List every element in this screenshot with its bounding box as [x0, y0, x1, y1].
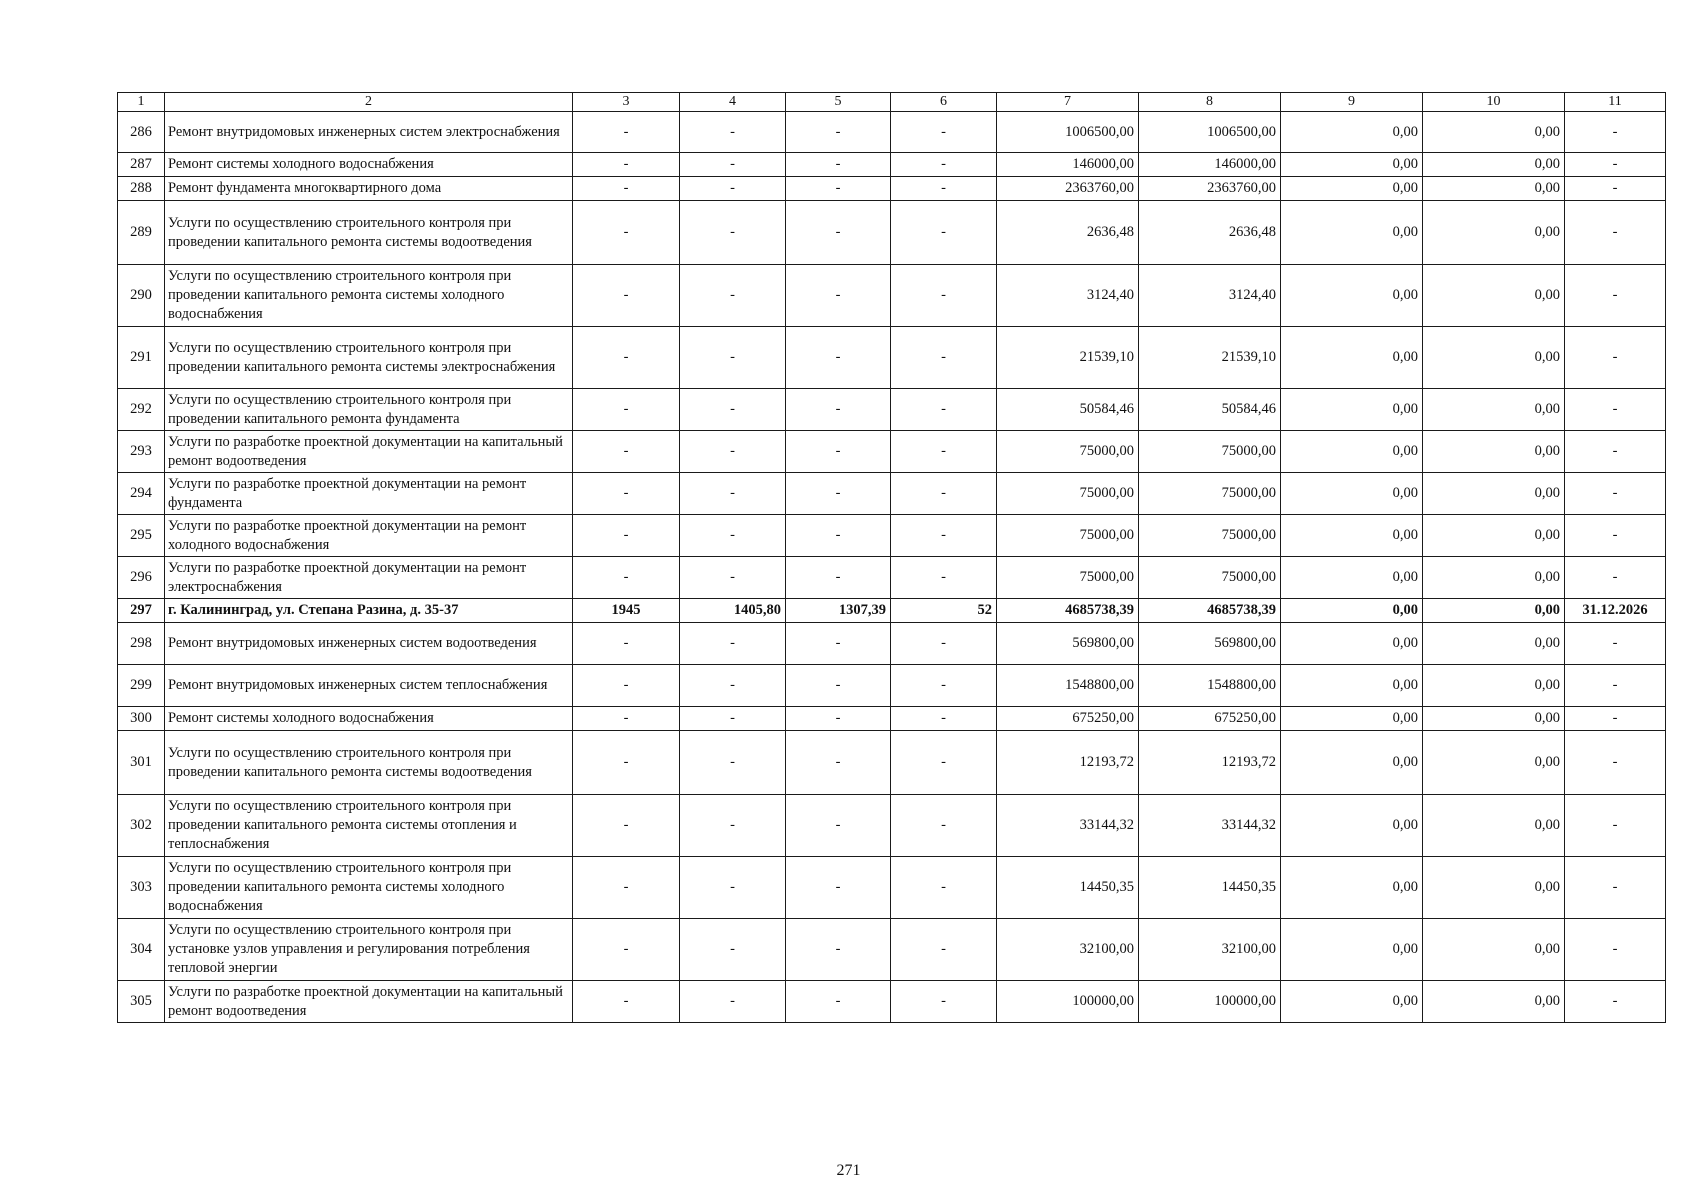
column-header: 11 [1565, 93, 1666, 112]
cell-col6: - [891, 327, 997, 389]
cell-col10: 0,00 [1423, 327, 1565, 389]
cell-col8: 50584,46 [1139, 389, 1281, 431]
item-name: г. Калининград, ул. Степана Разина, д. 35-37 [165, 599, 573, 623]
cell-col10: 0,00 [1423, 731, 1565, 795]
cell-col3: - [573, 919, 680, 981]
cell-col3: - [573, 431, 680, 473]
cell-col7: 50584,46 [997, 389, 1139, 431]
column-header: 9 [1281, 93, 1423, 112]
cell-col11: - [1565, 919, 1666, 981]
cell-col9: 0,00 [1281, 201, 1423, 265]
table-row [118, 981, 1666, 1023]
table-row [118, 795, 1666, 857]
cell-col10: 0,00 [1423, 389, 1565, 431]
column-header: 4 [680, 93, 786, 112]
cell-col8: 569800,00 [1139, 623, 1281, 665]
item-name: Услуги по осуществлению строительного контроля при проведении капитального ремонта системы холодного водоснабжения [165, 265, 573, 327]
table-row [118, 857, 1666, 919]
item-name: Услуги по разработке проектной документации на капитальный ремонт водоотведения [165, 981, 573, 1023]
document-sheet [117, 92, 1665, 1023]
cell-col3: - [573, 665, 680, 707]
cell-col4: - [680, 707, 786, 731]
cell-col4: - [680, 431, 786, 473]
cell-col7: 32100,00 [997, 919, 1139, 981]
cell-col6: - [891, 919, 997, 981]
cell-col8: 33144,32 [1139, 795, 1281, 857]
row-number: 303 [118, 857, 165, 919]
cell-col5: - [786, 153, 891, 177]
cell-col9: 0,00 [1281, 557, 1423, 599]
row-number: 287 [118, 153, 165, 177]
cell-col7: 2636,48 [997, 201, 1139, 265]
cell-col5: - [786, 177, 891, 201]
cell-col10: 0,00 [1423, 857, 1565, 919]
row-number: 300 [118, 707, 165, 731]
cell-col9: 0,00 [1281, 919, 1423, 981]
row-number: 304 [118, 919, 165, 981]
table-row [118, 473, 1666, 515]
cell-col7: 3124,40 [997, 265, 1139, 327]
table-row [118, 327, 1666, 389]
cell-col9: 0,00 [1281, 327, 1423, 389]
column-header: 10 [1423, 93, 1565, 112]
item-name: Услуги по осуществлению строительного контроля при проведении капитального ремонта системы водоотведения [165, 201, 573, 265]
cell-col7: 75000,00 [997, 515, 1139, 557]
cell-col7: 75000,00 [997, 473, 1139, 515]
row-number: 302 [118, 795, 165, 857]
row-number: 286 [118, 112, 165, 153]
table-row [118, 623, 1666, 665]
cell-col8: 3124,40 [1139, 265, 1281, 327]
cell-col3: - [573, 557, 680, 599]
cell-col4: - [680, 623, 786, 665]
table-row [118, 265, 1666, 327]
cell-col7: 4685738,39 [997, 599, 1139, 623]
cell-col5: - [786, 557, 891, 599]
cell-col8: 1006500,00 [1139, 112, 1281, 153]
cell-col6: - [891, 623, 997, 665]
cell-col5: - [786, 515, 891, 557]
row-number: 290 [118, 265, 165, 327]
cell-col11: - [1565, 665, 1666, 707]
column-header: 2 [165, 93, 573, 112]
cell-col6: - [891, 153, 997, 177]
cell-col3: - [573, 731, 680, 795]
cell-col8: 75000,00 [1139, 473, 1281, 515]
row-number: 293 [118, 431, 165, 473]
cell-col11: - [1565, 153, 1666, 177]
cell-col8: 1548800,00 [1139, 665, 1281, 707]
cell-col6: - [891, 473, 997, 515]
data-table [117, 92, 1666, 1023]
item-name: Услуги по осуществлению строительного контроля при установке узлов управления и регулирования потребления тепловой энергии [165, 919, 573, 981]
cell-col6: - [891, 112, 997, 153]
cell-col3: - [573, 473, 680, 515]
cell-col4: - [680, 795, 786, 857]
cell-col11: - [1565, 623, 1666, 665]
cell-col7: 75000,00 [997, 557, 1139, 599]
cell-col7: 100000,00 [997, 981, 1139, 1023]
cell-col10: 0,00 [1423, 981, 1565, 1023]
cell-col10: 0,00 [1423, 795, 1565, 857]
cell-col7: 75000,00 [997, 431, 1139, 473]
page-number: 271 [836, 1162, 861, 1179]
cell-col7: 675250,00 [997, 707, 1139, 731]
row-number: 298 [118, 623, 165, 665]
cell-col3: - [573, 857, 680, 919]
cell-col3: - [573, 707, 680, 731]
cell-col5: - [786, 431, 891, 473]
cell-col10: 0,00 [1423, 557, 1565, 599]
cell-col10: 0,00 [1423, 153, 1565, 177]
cell-col8: 4685738,39 [1139, 599, 1281, 623]
row-number: 296 [118, 557, 165, 599]
cell-col11: - [1565, 795, 1666, 857]
cell-col11: - [1565, 112, 1666, 153]
item-name: Услуги по осуществлению строительного контроля при проведении капитального ремонта системы холодного водоснабжения [165, 857, 573, 919]
row-number: 295 [118, 515, 165, 557]
cell-col5: - [786, 623, 891, 665]
cell-col4: - [680, 389, 786, 431]
cell-col3: - [573, 795, 680, 857]
cell-col3: - [573, 265, 680, 327]
column-header: 8 [1139, 93, 1281, 112]
row-number: 305 [118, 981, 165, 1023]
cell-col4: - [680, 557, 786, 599]
table-row [118, 177, 1666, 201]
cell-col9: 0,00 [1281, 177, 1423, 201]
cell-col5: - [786, 981, 891, 1023]
cell-col5: - [786, 327, 891, 389]
cell-col4: 1405,80 [680, 599, 786, 623]
row-number: 294 [118, 473, 165, 515]
cell-col11: - [1565, 327, 1666, 389]
cell-col4: - [680, 177, 786, 201]
cell-col5: - [786, 795, 891, 857]
cell-col6: - [891, 981, 997, 1023]
row-number: 299 [118, 665, 165, 707]
item-name: Услуги по разработке проектной документации на капитальный ремонт водоотведения [165, 431, 573, 473]
cell-col7: 2363760,00 [997, 177, 1139, 201]
cell-col6: - [891, 431, 997, 473]
cell-col8: 12193,72 [1139, 731, 1281, 795]
cell-col10: 0,00 [1423, 515, 1565, 557]
row-number: 301 [118, 731, 165, 795]
cell-col4: - [680, 112, 786, 153]
cell-col6: - [891, 707, 997, 731]
cell-col10: 0,00 [1423, 177, 1565, 201]
cell-col7: 14450,35 [997, 857, 1139, 919]
cell-col9: 0,00 [1281, 665, 1423, 707]
table-row [118, 112, 1666, 153]
table-row [118, 153, 1666, 177]
cell-col9: 0,00 [1281, 153, 1423, 177]
cell-col9: 0,00 [1281, 389, 1423, 431]
cell-col10: 0,00 [1423, 265, 1565, 327]
cell-col9: 0,00 [1281, 981, 1423, 1023]
cell-col4: - [680, 473, 786, 515]
item-name: Ремонт внутридомовых инженерных систем теплоснабжения [165, 665, 573, 707]
cell-col4: - [680, 153, 786, 177]
cell-col10: 0,00 [1423, 473, 1565, 515]
table-row [118, 599, 1666, 623]
cell-col10: 0,00 [1423, 707, 1565, 731]
cell-col11: - [1565, 557, 1666, 599]
cell-col7: 33144,32 [997, 795, 1139, 857]
column-header: 3 [573, 93, 680, 112]
cell-col11: - [1565, 981, 1666, 1023]
cell-col7: 1548800,00 [997, 665, 1139, 707]
item-name: Услуги по осуществлению строительного контроля при проведении капитального ремонта системы водоотведения [165, 731, 573, 795]
cell-col9: 0,00 [1281, 731, 1423, 795]
cell-col11: - [1565, 731, 1666, 795]
cell-col9: 0,00 [1281, 265, 1423, 327]
row-number: 292 [118, 389, 165, 431]
row-number: 289 [118, 201, 165, 265]
cell-col9: 0,00 [1281, 515, 1423, 557]
cell-col6: 52 [891, 599, 997, 623]
item-name: Услуги по осуществлению строительного контроля при проведении капитального ремонта системы отопления и теплоснабжения [165, 795, 573, 857]
cell-col7: 21539,10 [997, 327, 1139, 389]
cell-col3: - [573, 515, 680, 557]
table-row [118, 389, 1666, 431]
cell-col9: 0,00 [1281, 431, 1423, 473]
cell-col10: 0,00 [1423, 431, 1565, 473]
cell-col4: - [680, 665, 786, 707]
cell-col9: 0,00 [1281, 599, 1423, 623]
cell-col5: - [786, 665, 891, 707]
cell-col5: - [786, 201, 891, 265]
cell-col11: - [1565, 473, 1666, 515]
cell-col5: - [786, 731, 891, 795]
cell-col11: - [1565, 431, 1666, 473]
cell-col3: - [573, 981, 680, 1023]
column-header: 7 [997, 93, 1139, 112]
item-name: Ремонт внутридомовых инженерных систем электроснабжения [165, 112, 573, 153]
table-row [118, 731, 1666, 795]
cell-col10: 0,00 [1423, 112, 1565, 153]
cell-col7: 569800,00 [997, 623, 1139, 665]
cell-col8: 2636,48 [1139, 201, 1281, 265]
cell-col4: - [680, 981, 786, 1023]
cell-col5: - [786, 112, 891, 153]
cell-col3: - [573, 177, 680, 201]
table-row [118, 707, 1666, 731]
cell-col6: - [891, 177, 997, 201]
column-header: 5 [786, 93, 891, 112]
cell-col10: 0,00 [1423, 201, 1565, 265]
cell-col5: - [786, 857, 891, 919]
cell-col8: 75000,00 [1139, 431, 1281, 473]
cell-col6: - [891, 389, 997, 431]
cell-col7: 1006500,00 [997, 112, 1139, 153]
item-name: Услуги по разработке проектной документации на ремонт электроснабжения [165, 557, 573, 599]
cell-col5: - [786, 265, 891, 327]
cell-col8: 146000,00 [1139, 153, 1281, 177]
cell-col7: 12193,72 [997, 731, 1139, 795]
cell-col6: - [891, 795, 997, 857]
cell-col9: 0,00 [1281, 795, 1423, 857]
cell-col10: 0,00 [1423, 919, 1565, 981]
cell-col4: - [680, 857, 786, 919]
cell-col11: - [1565, 265, 1666, 327]
cell-col6: - [891, 201, 997, 265]
cell-col4: - [680, 327, 786, 389]
cell-col5: - [786, 707, 891, 731]
cell-col8: 2363760,00 [1139, 177, 1281, 201]
cell-col11: - [1565, 857, 1666, 919]
cell-col4: - [680, 919, 786, 981]
item-name: Ремонт фундамента многоквартирного дома [165, 177, 573, 201]
item-name: Услуги по разработке проектной документации на ремонт холодного водоснабжения [165, 515, 573, 557]
cell-col11: - [1565, 389, 1666, 431]
cell-col9: 0,00 [1281, 473, 1423, 515]
row-number: 288 [118, 177, 165, 201]
cell-col6: - [891, 857, 997, 919]
table-body [118, 93, 1666, 1023]
item-name: Услуги по осуществлению строительного контроля при проведении капитального ремонта фундамента [165, 389, 573, 431]
table-row [118, 201, 1666, 265]
column-header: 6 [891, 93, 997, 112]
cell-col10: 0,00 [1423, 665, 1565, 707]
cell-col6: - [891, 557, 997, 599]
cell-col10: 0,00 [1423, 623, 1565, 665]
cell-col8: 32100,00 [1139, 919, 1281, 981]
row-number: 291 [118, 327, 165, 389]
table-row [118, 665, 1666, 707]
cell-col11: - [1565, 515, 1666, 557]
column-number-row [118, 93, 1666, 112]
cell-col5: - [786, 389, 891, 431]
cell-col11: - [1565, 201, 1666, 265]
table-row [118, 557, 1666, 599]
item-name: Услуги по осуществлению строительного контроля при проведении капитального ремонта системы электроснабжения [165, 327, 573, 389]
cell-col9: 0,00 [1281, 112, 1423, 153]
cell-col8: 75000,00 [1139, 557, 1281, 599]
cell-col5: - [786, 919, 891, 981]
cell-col11: - [1565, 707, 1666, 731]
cell-col3: - [573, 389, 680, 431]
cell-col6: - [891, 515, 997, 557]
cell-col5: - [786, 473, 891, 515]
table-row [118, 431, 1666, 473]
cell-col10: 0,00 [1423, 599, 1565, 623]
cell-col11: 31.12.2026 [1565, 599, 1666, 623]
row-number: 297 [118, 599, 165, 623]
item-name: Услуги по разработке проектной документации на ремонт фундамента [165, 473, 573, 515]
item-name: Ремонт внутридомовых инженерных систем водоотведения [165, 623, 573, 665]
cell-col4: - [680, 515, 786, 557]
cell-col9: 0,00 [1281, 707, 1423, 731]
cell-col4: - [680, 265, 786, 327]
cell-col9: 0,00 [1281, 857, 1423, 919]
cell-col5: 1307,39 [786, 599, 891, 623]
cell-col3: - [573, 623, 680, 665]
cell-col11: - [1565, 177, 1666, 201]
cell-col8: 21539,10 [1139, 327, 1281, 389]
item-name: Ремонт системы холодного водоснабжения [165, 153, 573, 177]
table-row [118, 515, 1666, 557]
cell-col3: 1945 [573, 599, 680, 623]
cell-col6: - [891, 665, 997, 707]
cell-col3: - [573, 112, 680, 153]
cell-col4: - [680, 731, 786, 795]
item-name: Ремонт системы холодного водоснабжения [165, 707, 573, 731]
column-header: 1 [118, 93, 165, 112]
cell-col3: - [573, 153, 680, 177]
cell-col3: - [573, 327, 680, 389]
cell-col7: 146000,00 [997, 153, 1139, 177]
cell-col4: - [680, 201, 786, 265]
cell-col6: - [891, 265, 997, 327]
cell-col6: - [891, 731, 997, 795]
cell-col9: 0,00 [1281, 623, 1423, 665]
cell-col8: 675250,00 [1139, 707, 1281, 731]
cell-col8: 100000,00 [1139, 981, 1281, 1023]
table-row [118, 919, 1666, 981]
cell-col8: 14450,35 [1139, 857, 1281, 919]
cell-col8: 75000,00 [1139, 515, 1281, 557]
cell-col3: - [573, 201, 680, 265]
